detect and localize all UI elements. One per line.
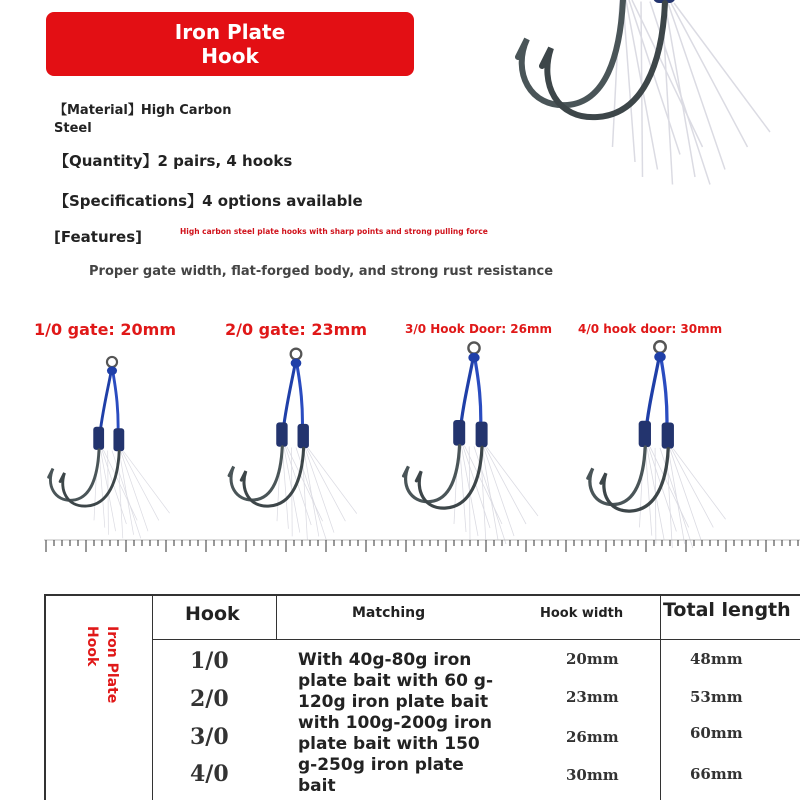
- row-4-total: 66mm: [690, 765, 743, 783]
- features-label: [Features]: [54, 228, 142, 246]
- row-2-width: 23mm: [566, 688, 619, 706]
- table-divider-hook: [276, 594, 277, 640]
- table-top-border: [44, 594, 800, 596]
- table-left-border: [44, 594, 46, 800]
- gate-label-3-0: 3/0 Hook Door: 26mm: [405, 322, 552, 336]
- gate-label-4-0: 4/0 hook door: 30mm: [578, 322, 723, 336]
- ruler: [44, 540, 800, 552]
- quantity-text: 【Quantity】2 pairs, 4 hooks: [54, 152, 293, 170]
- table-divider-total: [660, 594, 661, 800]
- row-1-total: 48mm: [690, 650, 743, 668]
- table-side-label: Iron Plate Hook: [84, 626, 120, 704]
- row-3-width: 26mm: [566, 728, 619, 746]
- header-hook-width: Hook width: [540, 606, 624, 621]
- row-4-hook: 4/0: [190, 761, 229, 787]
- features-note: High carbon steel plate hooks with sharp points and strong pulling force: [180, 227, 488, 236]
- gate-label-1-0: 1/0 gate: 20mm: [34, 320, 177, 339]
- matching-text: With 40g-80g iron plate bait with 60 g-120g iron plate bait with 100g-200g iron plate bait with 150 g-250g iron plate bait: [298, 650, 494, 796]
- header-total-length: Total length: [663, 599, 791, 621]
- row-3-hook: 3/0: [190, 724, 229, 750]
- row-2-total: 53mm: [690, 688, 743, 706]
- features-description: Proper gate width, flat-forged body, and strong rust resistance: [89, 264, 554, 279]
- gate-label-2-0: 2/0 gate: 23mm: [225, 320, 368, 339]
- header-hook: Hook: [185, 603, 240, 625]
- title-line-2: Hook: [201, 44, 259, 68]
- row-1-hook: 1/0: [190, 648, 229, 674]
- material-text: 【Material】High Carbon Steel: [54, 103, 232, 136]
- row-3-total: 60mm: [690, 724, 743, 742]
- row-1-width: 20mm: [566, 650, 619, 668]
- row-4-width: 30mm: [566, 766, 619, 784]
- specifications-text: 【Specifications】4 options available: [54, 192, 363, 210]
- header-matching: Matching: [352, 605, 426, 621]
- title-line-1: Iron Plate: [174, 20, 286, 44]
- table-header-border: [152, 639, 800, 640]
- table-divider-side: [152, 594, 153, 800]
- row-2-hook: 2/0: [190, 686, 229, 712]
